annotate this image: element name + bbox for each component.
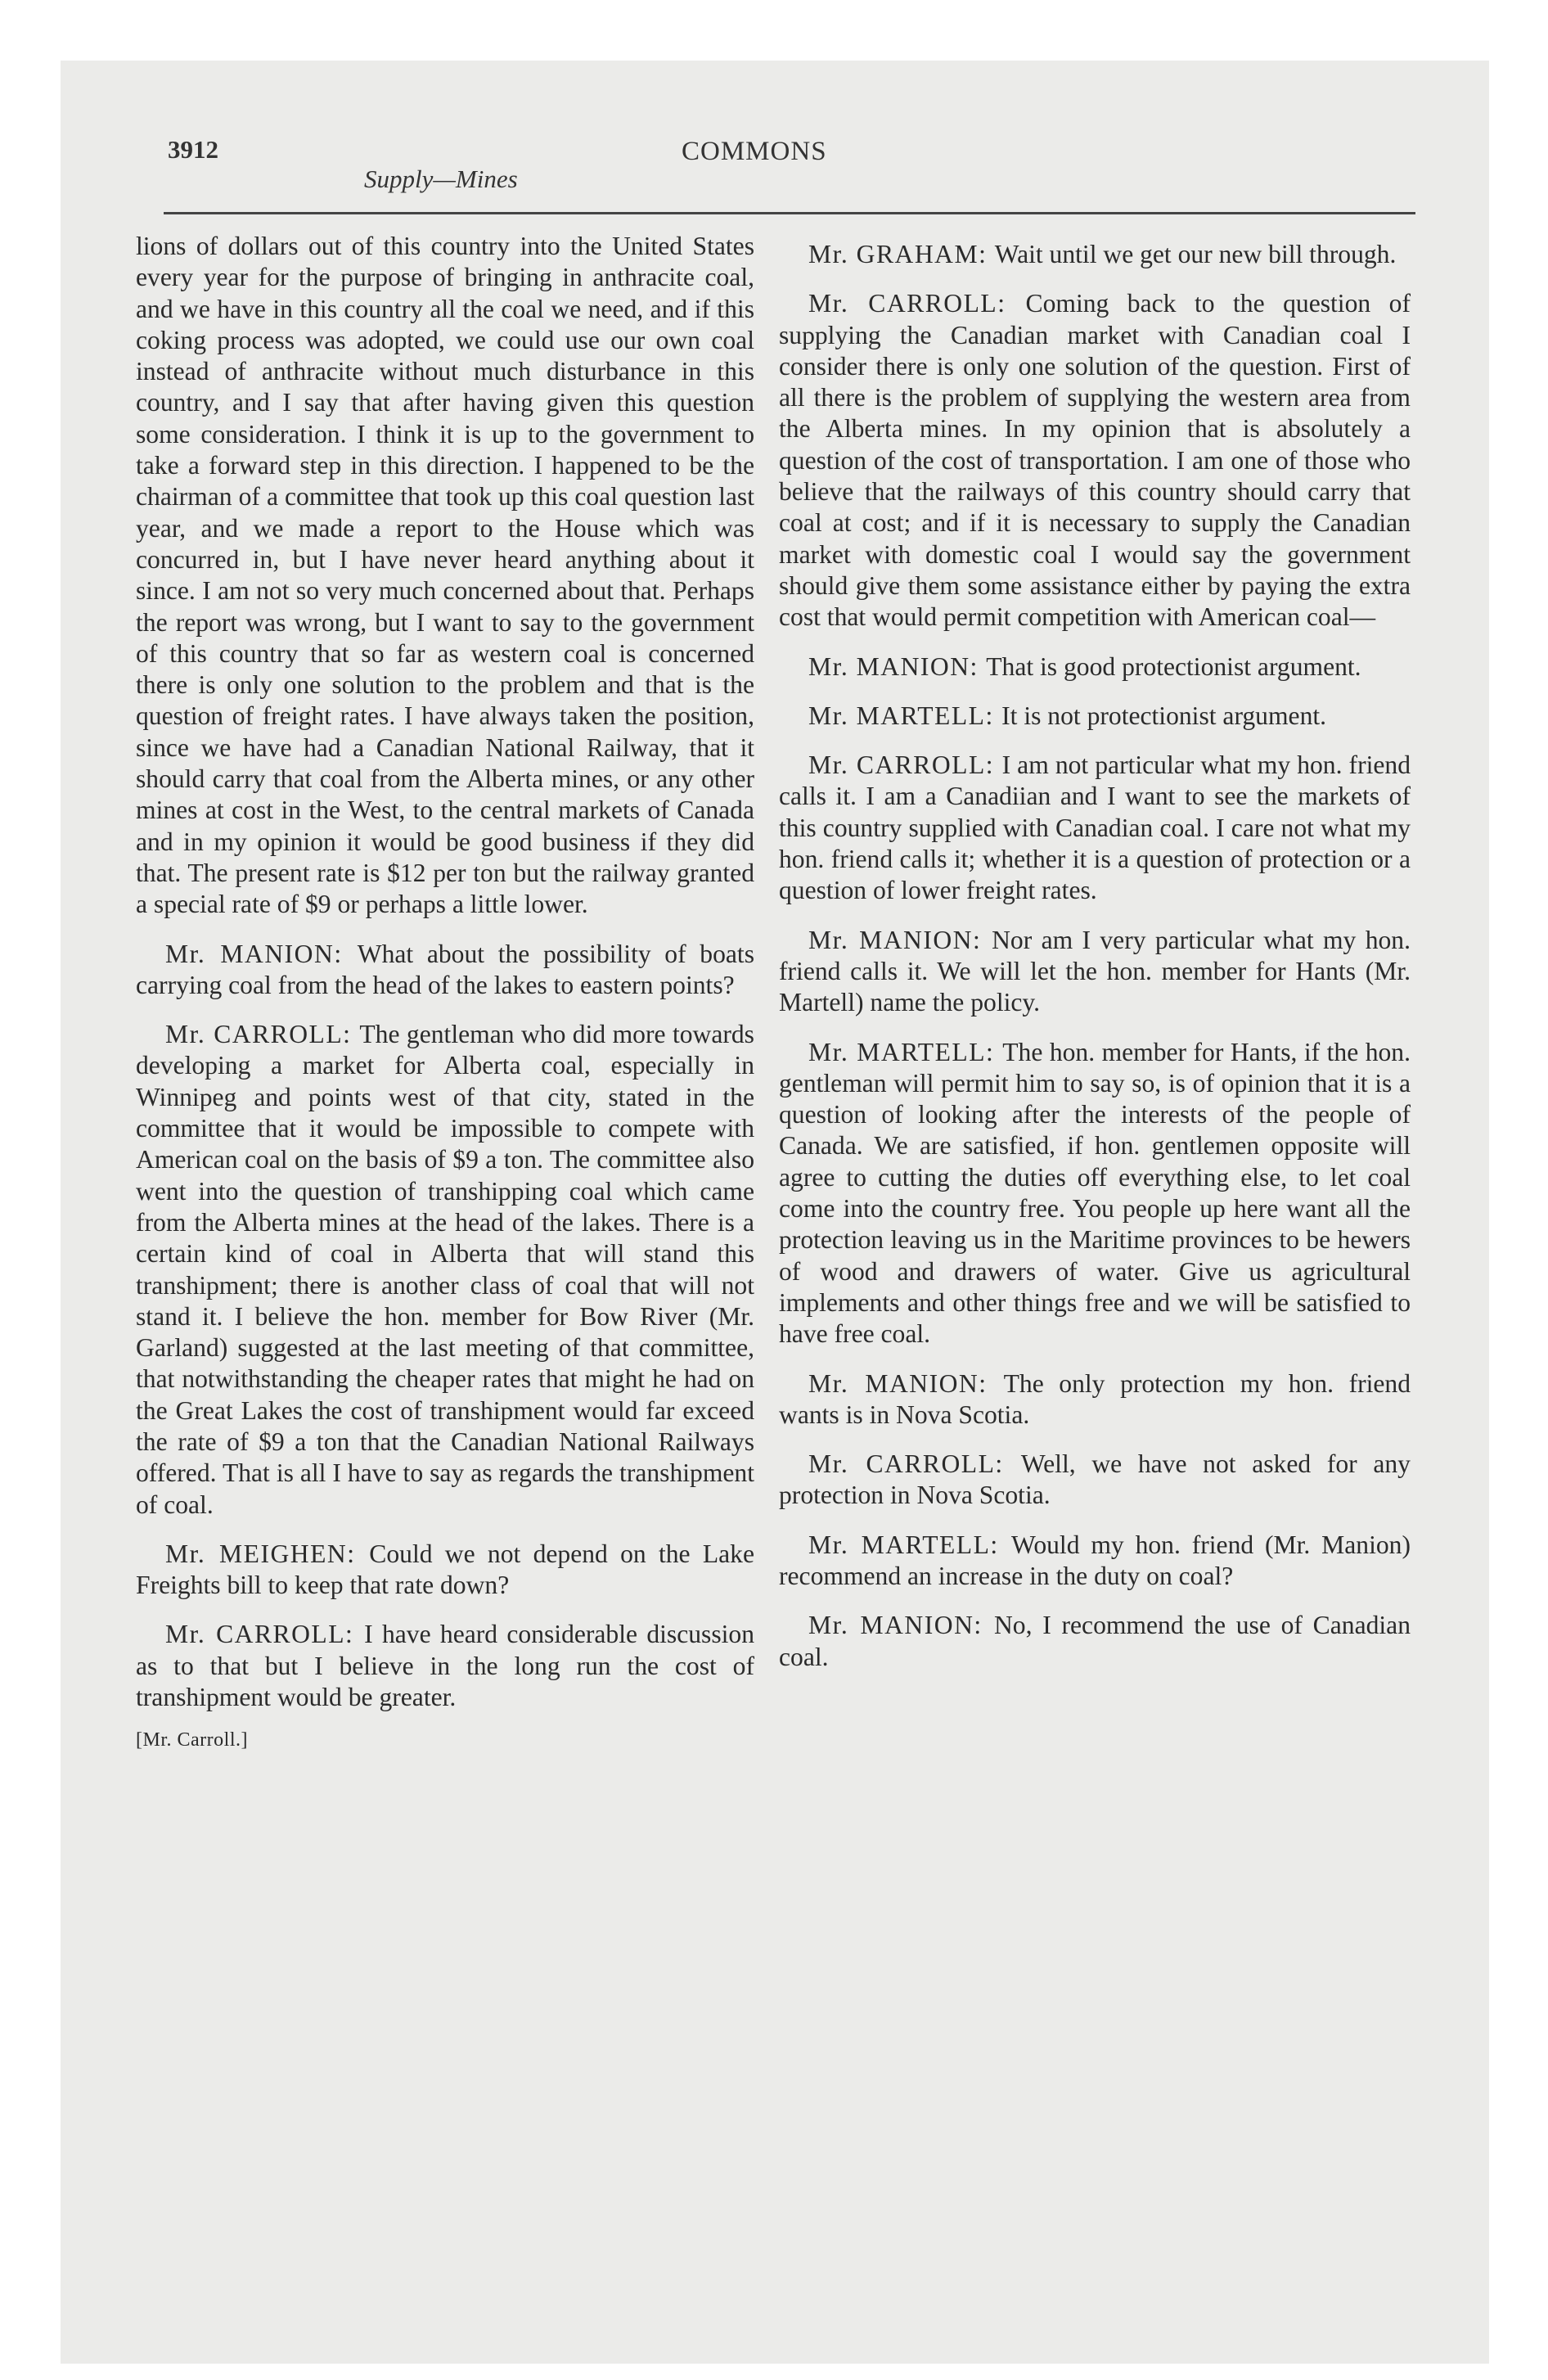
right-column: [779, 231, 1411, 1691]
speech-paragraph: [779, 288, 1411, 633]
speech-text: What about the possibility of boats carrying coal from the head of the lakes to eastern points?: [136, 939, 754, 999]
speech-text: That is good protectionist argument.: [986, 651, 1361, 681]
speech-text: I have heard considerable discussion as to that but I believe in the long run the cost of transhipment would be greater.: [136, 1620, 754, 1712]
speaker-name: Mr. MANION:: [808, 925, 982, 954]
left-column: [136, 231, 754, 1756]
speaker-name: Mr. CARROLL:: [808, 289, 1006, 318]
speaker-name: Mr. CARROLL:: [165, 1620, 354, 1649]
speaker-name: Mr. GRAHAM:: [808, 240, 988, 268]
speech-text: The hon. member for Hants, if the hon. gentleman will permit him to say so, is of opinion that it is a question of looking after the interests of the people of Canada. We are satisfied, if hon. gentlemen opposite will agree to cutting the duties off everything else, to let coal come into the country free. You people up here want all the protection leaving us in the Maritime provinces to be hewers of wood and drawers of water. Give us agricultural implements and other things free and we will be satisfied to have free coal.: [779, 1037, 1411, 1349]
footer-speaker-note: [Mr. Carroll.]: [136, 1729, 248, 1751]
speaker-name: Mr. CARROLL:: [808, 1449, 1004, 1479]
speech-paragraph: [779, 1610, 1411, 1673]
speaker-name: Mr. MARTELL:: [808, 701, 994, 730]
speech-text: No, I recommend the use of Canadian coal.: [779, 1611, 1411, 1671]
continued-paragraph: lions of dollars out of this country into the United States every year for the purpose of bringing in anthracite coal, and we have in this country all the coal we need, and if this coking process was adopted, we could use our own coal instead of anthracite without much disturbance in this country, and I say that after having given this question some consideration. I think it is up to the government to take a forward step in this direction. I happened to be the chairman of a committee that took up this coal question last year, and we made a report to the House which was concurred in, but I have never heard anything about it since. I am not so very much concerned about that. Perhaps the report was wrong, but I want to say to the government of this country that so far as western coal is concerned there is only one solution to the problem and that is the question of freight rates. I have always taken the position, since we have had a Canadian National Railway, that it should carry that coal from the Alberta mines, or any other mines at cost in the West, to the central markets of Canada and in my opinion it would be good business if they did that. The present rate is $12 per ton but the railway granted a special rate of $9 or perhaps a little lower.: [136, 232, 754, 919]
speaker-name: Mr. MEIGHEN:: [165, 1539, 356, 1568]
speech-paragraph: [779, 1449, 1411, 1512]
speech-text: Coming back to the question of supplying the Canadian market with Canadian coal I consider there is only one solution of the question. First of all there is the problem of supplying the western area from the Alberta mines. In my opinion that is absolutely a question of the cost of transportation. I am one of those who believe that the railways of this country should carry that coal at cost; and if it is necessary to supply the Canadian market with domestic coal I would say the government should give them some assistance either by paying the extra cost that would permit competition with American coal—: [779, 289, 1411, 632]
speech-paragraph: [779, 925, 1411, 1019]
page-header: [168, 135, 1420, 213]
speech-text: Would my hon. friend (Mr. Manion) recommend an increase in the duty on coal?: [779, 1530, 1411, 1590]
speech-text: The only protection my hon. friend wants is in Nova Scotia.: [779, 1368, 1411, 1429]
speech-paragraph: [779, 701, 1411, 732]
speaker-name: Mr. MARTELL:: [808, 1530, 999, 1559]
speech-text: Could we not depend on the Lake Freights bill to keep that rate down?: [136, 1539, 754, 1600]
speech-paragraph: [779, 1037, 1411, 1350]
header-rule: [164, 212, 1415, 214]
speaker-name: Mr. MARTELL:: [808, 1037, 995, 1066]
speech-text: Wait until we get our new bill through.: [994, 240, 1397, 268]
speaker-name: Mr. CARROLL:: [808, 751, 995, 780]
speech-paragraph: [779, 239, 1411, 270]
speech-text: I am not particular what my hon. friend calls it. I am a Canadiian and I want to see the markets of this country supplied with Canadian coal. I care not what my hon. friend calls it; whether it is a question of protection or a question of lower freight rates.: [779, 751, 1411, 905]
speech-paragraph: [779, 1368, 1411, 1431]
page-number: 3912: [168, 135, 218, 164]
speech-text: Well, we have not asked for any protection in Nova Scotia.: [779, 1449, 1411, 1510]
speaker-name: Mr. CARROLL:: [165, 1020, 352, 1049]
running-head: Supply—Mines: [364, 165, 518, 193]
speech-paragraph: [779, 750, 1411, 906]
journal-title: COMMONS: [682, 137, 827, 166]
speech-paragraph: [779, 651, 1411, 683]
speaker-name: Mr. MANION:: [808, 1611, 983, 1640]
speech-paragraph: [136, 1019, 754, 1521]
speech-text: It is not protectionist argument.: [1001, 701, 1327, 730]
speaker-name: Mr. MANION:: [808, 651, 979, 681]
speech-paragraph: [136, 939, 754, 1002]
speaker-name: Mr. MANION:: [165, 939, 343, 968]
speech-paragraph: [779, 1530, 1411, 1593]
speech-text: Nor am I very particular what my hon. friend calls it. We will let the hon. member for Hants (Mr. Martell) name the policy.: [779, 925, 1411, 1017]
speech-text: The gentleman who did more towards developing a market for Alberta coal, especially in Winnipeg and points west of that city, stated in the committee that it would be impossible to compete with American coal on the basis of $9 a ton. The committee also went into the question of transhipping coal which came from the Alberta mines at the head of the lakes. There is a certain kind of coal in Alberta that will stand this transhipment; there is another class of coal that will not stand it. I believe the hon. member for Bow River (Mr. Garland) suggested at the last meeting of that committee, that notwithstanding the cheaper rates that might he had on the Great Lakes the cost of transhipment would far exceed the rate of $9 a ton that the Canadian National Railways offered. That is all I have to say as regards the transhipment of coal.: [136, 1020, 754, 1519]
speech-paragraph: [136, 1539, 754, 1602]
speech-paragraph: [136, 1619, 754, 1713]
speaker-name: Mr. MANION:: [808, 1368, 988, 1398]
